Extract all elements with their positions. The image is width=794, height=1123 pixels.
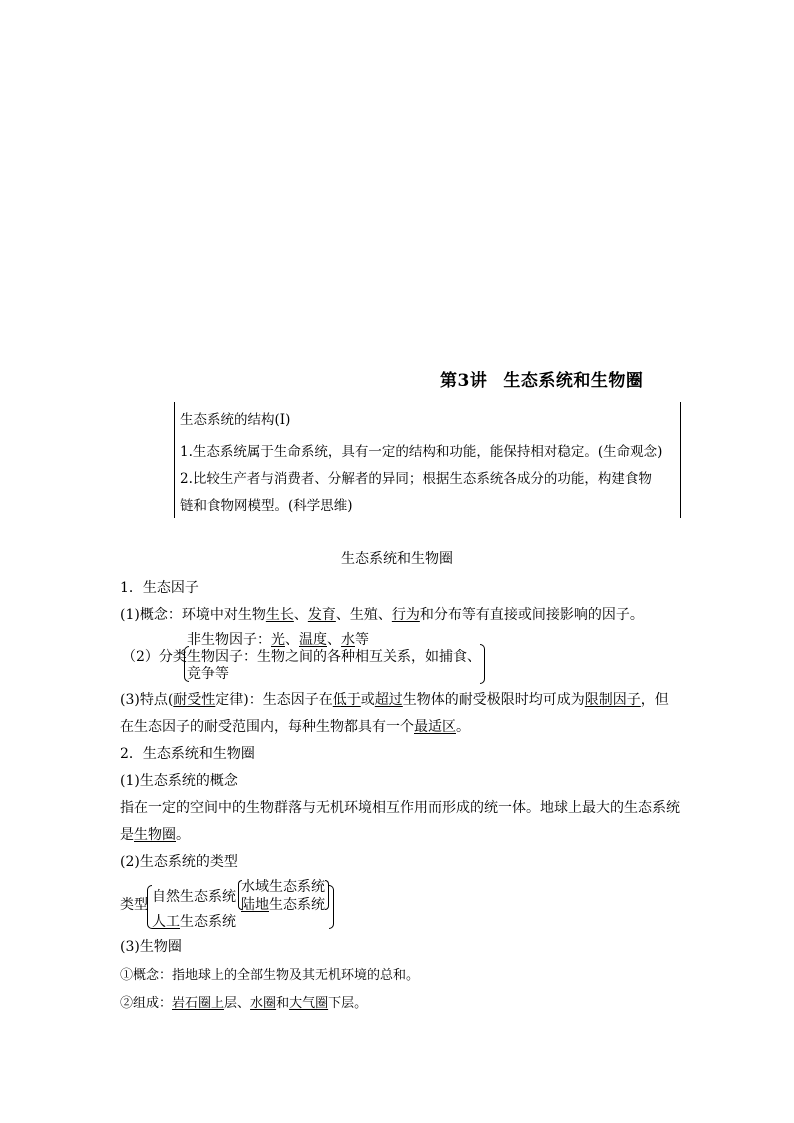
text: 在生态因子的耐受范围内，每种生物都具有一个 [120, 719, 414, 735]
objectives-heading: 生态系统的结构(Ⅰ) [180, 412, 291, 428]
text: 生物体的耐受极限时均可成为 [402, 692, 585, 708]
text: (1)概念：环境中对生物 [120, 607, 266, 623]
text: 和分布等有直接或间接影响的因子。 [419, 607, 644, 623]
objective-item-2-line-1: 2.比较生产者与消费者、分解者的异同；根据生态系统各成分的功能，构建食物 [180, 471, 652, 487]
classify-label: （2）分类 [122, 649, 187, 665]
s2-title: 2．生态系统和生物圈 [120, 746, 255, 762]
objective-item-1: 1.生态系统属于生命系统，具有一定的结构和功能，能保持相对稳定。(生命观念) [180, 444, 663, 460]
text: 、 [293, 607, 308, 623]
text: 下层。 [328, 996, 368, 1011]
blank-answer: 陆地 [241, 897, 269, 913]
biosphere-composition [120, 992, 367, 1011]
box-left-border [174, 402, 175, 518]
s2-concept-title: (1)生态系统的概念 [120, 773, 238, 789]
blank-answer: 低于 [332, 692, 361, 708]
s2-concept-line-1: 指在一定的空间中的生物群落与无机环境相互作用而形成的统一体。地球上最大的生态系统 [120, 800, 680, 816]
lecture-title [440, 366, 643, 391]
text: 或 [360, 692, 375, 708]
s1-concept [120, 604, 644, 624]
type-artificial [152, 911, 236, 931]
blank-answer: 行为 [391, 607, 420, 623]
text: 生态系统 [269, 897, 325, 913]
blank-answer: 水圈 [250, 996, 277, 1011]
type-land [241, 894, 325, 914]
bio-factor-line-2: 竞争等 [187, 666, 229, 682]
text: 是 [120, 827, 134, 843]
s2-biosphere-title: (3)生物圈 [120, 939, 182, 955]
s2-concept-line-2 [120, 824, 190, 844]
text: 、 [285, 632, 299, 648]
lecture-number: 第3讲 [440, 371, 488, 391]
s1-feature-line-2 [120, 716, 470, 736]
text: 非生物因子： [187, 632, 271, 648]
blank-answer: 超过 [374, 692, 403, 708]
blank-answer: 生长 [265, 607, 294, 623]
section-heading: 生态系统和生物圈 [341, 551, 453, 567]
text: (3)特点( [120, 692, 174, 708]
blank-answer: 生物圈 [134, 827, 176, 843]
right-brace [480, 644, 485, 684]
text: 、 [327, 632, 341, 648]
blank-answer: 岩石圈上 [172, 996, 225, 1011]
text: 、生殖、 [335, 607, 392, 623]
s1-feature-line-1 [120, 689, 669, 709]
text: ，但 [640, 692, 669, 708]
blank-answer: 最适区 [414, 719, 456, 735]
s2-types-title: (2)生态系统的类型 [120, 854, 238, 870]
blank-answer: 人工 [152, 914, 180, 930]
types-outer-brace-right [329, 885, 334, 929]
blank-answer: 光 [271, 632, 285, 648]
blank-answer: 温度 [299, 632, 327, 648]
blank-answer: 发育 [307, 607, 336, 623]
bio-factor-line-1: 生物因子：生物之间的各种相互关系，如捕食、 [187, 649, 481, 665]
type-natural: 自然生态系统 [152, 889, 236, 905]
blank-answer: 限制因子 [584, 692, 641, 708]
s1-title: 1．生态因子 [120, 580, 199, 596]
text: ②组成： [120, 996, 173, 1011]
blank-answer: 耐受性 [173, 692, 216, 708]
objective-item-2-line-2: 链和食物网模型。(科学思维) [180, 498, 353, 514]
text: 。 [176, 827, 190, 843]
text: 生态系统 [180, 914, 236, 930]
lecture-topic: 生态系统和生物圈 [503, 371, 644, 391]
type-water: 水域生态系统 [241, 879, 325, 895]
blank-answer: 水 [341, 632, 355, 648]
blank-answer: 大气圈 [289, 996, 329, 1011]
text: 定律)：生态因子在 [215, 692, 333, 708]
text: 等 [355, 632, 369, 648]
text: 。 [456, 719, 470, 735]
box-right-border [680, 402, 681, 518]
biosphere-concept: ①概念：指地球上的全部生物及其无机环境的总和。 [120, 968, 420, 983]
text: 层、 [224, 996, 251, 1011]
text: 和 [276, 996, 290, 1011]
types-label: 类型 [120, 897, 148, 913]
